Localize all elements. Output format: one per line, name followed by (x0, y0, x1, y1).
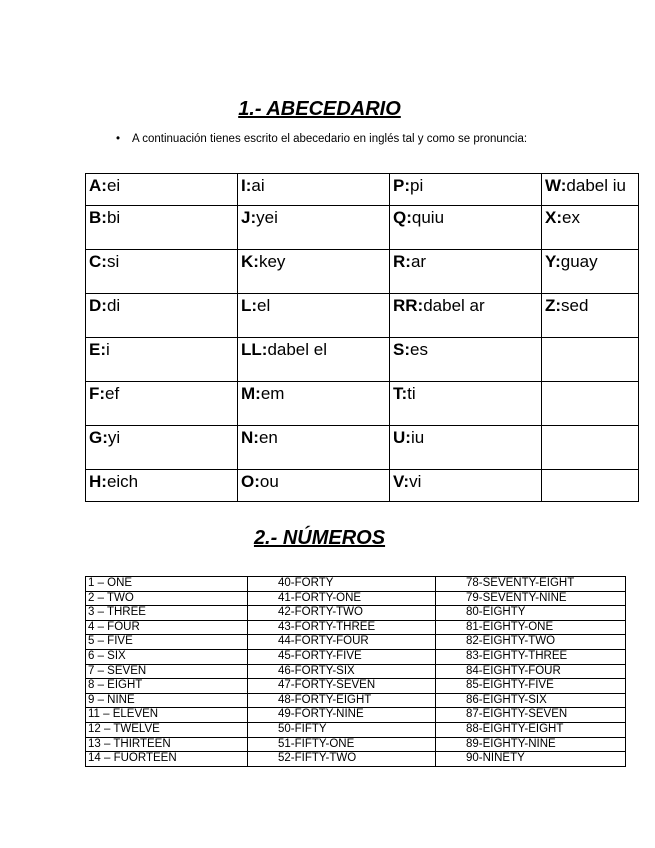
number-cell: 7 – SEVEN (86, 664, 248, 679)
letter: I: (241, 176, 252, 195)
pronunciation: i (106, 340, 110, 359)
letter: X: (545, 208, 562, 227)
number-cell: 78-SEVENTY-EIGHT (436, 577, 626, 592)
letter: N: (241, 428, 259, 447)
intro-text (116, 133, 527, 145)
number-cell: 81-EIGHTY-ONE (436, 620, 626, 635)
letter: RR: (393, 296, 424, 315)
alphabet-cell (238, 206, 390, 250)
numbers-row (86, 752, 626, 767)
letter: Y: (545, 252, 561, 271)
letter: G: (89, 428, 108, 447)
pronunciation: sed (561, 296, 589, 315)
alphabet-cell (390, 426, 542, 470)
number-cell: 47-FORTY-SEVEN (248, 679, 436, 694)
number-cell: 14 – FUORTEEN (86, 752, 248, 767)
number-cell: 41-FORTY-ONE (248, 591, 436, 606)
alphabet-cell (542, 426, 639, 470)
number-cell: 8 – EIGHT (86, 679, 248, 694)
number-cell: 88-EIGHTY-EIGHT (436, 722, 626, 737)
alphabet-cell (238, 426, 390, 470)
pronunciation: vi (409, 472, 422, 491)
number-cell: 9 – NINE (86, 693, 248, 708)
number-cell: 89-EIGHTY-NINE (436, 737, 626, 752)
alphabet-table (85, 173, 639, 502)
alphabet-cell (390, 294, 542, 338)
number-cell: 2 – TWO (86, 591, 248, 606)
pronunciation: bi (106, 208, 121, 227)
letter: B: (89, 208, 107, 227)
letter: O: (241, 472, 260, 491)
numbers-table (85, 576, 626, 767)
pronunciation: en (258, 428, 278, 447)
letter: V: (393, 472, 410, 491)
number-cell: 40-FORTY (248, 577, 436, 592)
numbers-row (86, 620, 626, 635)
alphabet-cell (390, 470, 542, 502)
pronunciation: di (106, 296, 121, 315)
pronunciation: el (257, 296, 271, 315)
number-cell: 4 – FOUR (86, 620, 248, 635)
letter: C: (89, 252, 107, 271)
numbers-row (86, 737, 626, 752)
letter: R: (393, 252, 411, 271)
pronunciation: yi (107, 428, 121, 447)
letter: Z: (545, 296, 562, 315)
pronunciation: guay (560, 252, 598, 271)
numbers-row (86, 722, 626, 737)
number-cell: 12 – TWELVE (86, 722, 248, 737)
number-cell: 45-FORTY-FIVE (248, 649, 436, 664)
alphabet-cell (542, 174, 639, 206)
alphabet-cell (238, 382, 390, 426)
alphabet-row (86, 382, 639, 426)
alphabet-cell (238, 470, 390, 502)
number-cell: 82-EIGHTY-TWO (436, 635, 626, 650)
letter: LL: (241, 340, 268, 359)
numbers-row (86, 649, 626, 664)
pronunciation: dabel iu (566, 176, 626, 195)
number-cell: 11 – ELEVEN (86, 708, 248, 723)
letter: P: (393, 176, 410, 195)
alphabet-cell (86, 470, 238, 502)
alphabet-cell (542, 382, 639, 426)
alphabet-row (86, 294, 639, 338)
bullet: • (116, 133, 121, 145)
letter: W: (545, 176, 567, 195)
alphabet-row (86, 250, 639, 294)
pronunciation: ti (407, 384, 416, 403)
alphabet-cell (238, 250, 390, 294)
alphabet-cell (86, 294, 238, 338)
pronunciation: em (260, 384, 285, 403)
alphabet-cell (86, 206, 238, 250)
letter: F: (89, 384, 106, 403)
alphabet-cell (542, 338, 639, 382)
alphabet-cell (390, 250, 542, 294)
alphabet-cell (542, 294, 639, 338)
alphabet-cell (542, 250, 639, 294)
section-heading-alphabet: 1.- ABECEDARIO (238, 98, 401, 120)
pronunciation: si (106, 252, 120, 271)
alphabet-cell (390, 382, 542, 426)
number-cell: 42-FORTY-TWO (248, 606, 436, 621)
letter: J: (241, 208, 257, 227)
alphabet-cell (238, 338, 390, 382)
alphabet-cell (542, 206, 639, 250)
letter: T: (393, 384, 408, 403)
alphabet-cell (542, 470, 639, 502)
alphabet-cell (238, 294, 390, 338)
number-cell: 84-EIGHTY-FOUR (436, 664, 626, 679)
letter: E: (89, 340, 106, 359)
alphabet-cell (86, 382, 238, 426)
pronunciation: ei (106, 176, 121, 195)
pronunciation: pi (410, 176, 424, 195)
number-cell: 6 – SIX (86, 649, 248, 664)
letter: M: (241, 384, 261, 403)
number-cell: 87-EIGHTY-SEVEN (436, 708, 626, 723)
number-cell: 48-FORTY-EIGHT (248, 693, 436, 708)
number-cell: 52-FIFTY-TWO (248, 752, 436, 767)
number-cell: 44-FORTY-FOUR (248, 635, 436, 650)
numbers-row (86, 679, 626, 694)
number-cell: 83-EIGHTY-THREE (436, 649, 626, 664)
number-cell: 43-FORTY-THREE (248, 620, 436, 635)
number-cell: 13 – THIRTEEN (86, 737, 248, 752)
pronunciation: ef (105, 384, 120, 403)
pronunciation: iu (410, 428, 425, 447)
letter: K: (241, 252, 259, 271)
number-cell: 90-NINETY (436, 752, 626, 767)
letter: U: (393, 428, 411, 447)
letter: L: (241, 296, 258, 315)
number-cell: 5 – FIVE (86, 635, 248, 650)
number-cell: 1 – ONE (86, 577, 248, 592)
letter: H: (89, 472, 107, 491)
alphabet-row (86, 338, 639, 382)
alphabet-cell (390, 174, 542, 206)
section-heading-numbers: 2.- NÚMEROS (253, 527, 386, 549)
intro-sentence: A continuación tienes escrito el abecedario en inglés tal y como se pronuncia: (132, 133, 528, 145)
letter: Q: (393, 208, 412, 227)
number-cell: 51-FIFTY-ONE (248, 737, 436, 752)
alphabet-cell (86, 174, 238, 206)
number-cell: 49-FORTY-NINE (248, 708, 436, 723)
number-cell: 85-EIGHTY-FIVE (436, 679, 626, 694)
alphabet-cell (86, 250, 238, 294)
pronunciation: ar (410, 252, 427, 271)
numbers-row (86, 591, 626, 606)
pronunciation: ou (259, 472, 279, 491)
alphabet-row (86, 206, 639, 250)
alphabet-row (86, 470, 639, 502)
alphabet-cell (390, 206, 542, 250)
pronunciation: es (410, 340, 428, 359)
numbers-row (86, 664, 626, 679)
letter: D: (89, 296, 107, 315)
numbers-row (86, 577, 626, 592)
letter: A: (89, 176, 107, 195)
pronunciation: dabel ar (423, 296, 485, 315)
pronunciation: quiu (411, 208, 445, 227)
alphabet-cell (86, 338, 238, 382)
number-cell: 3 – THREE (86, 606, 248, 621)
alphabet-row (86, 174, 639, 206)
letter: S: (393, 340, 410, 359)
number-cell: 46-FORTY-SIX (248, 664, 436, 679)
alphabet-cell (238, 174, 390, 206)
number-cell: 80-EIGHTY (436, 606, 626, 621)
number-cell: 79-SEVENTY-NINE (436, 591, 626, 606)
number-cell: 86-EIGHTY-SIX (436, 693, 626, 708)
alphabet-cell (86, 426, 238, 470)
pronunciation: ai (251, 176, 265, 195)
pronunciation: yei (256, 208, 278, 227)
alphabet-cell (390, 338, 542, 382)
numbers-row (86, 708, 626, 723)
numbers-row (86, 635, 626, 650)
numbers-row (86, 606, 626, 621)
number-cell: 50-FIFTY (248, 722, 436, 737)
alphabet-row (86, 426, 639, 470)
pronunciation: ex (562, 208, 580, 227)
pronunciation: key (258, 252, 286, 271)
numbers-row (86, 693, 626, 708)
pronunciation: dabel el (267, 340, 327, 359)
pronunciation: eich (106, 472, 139, 491)
